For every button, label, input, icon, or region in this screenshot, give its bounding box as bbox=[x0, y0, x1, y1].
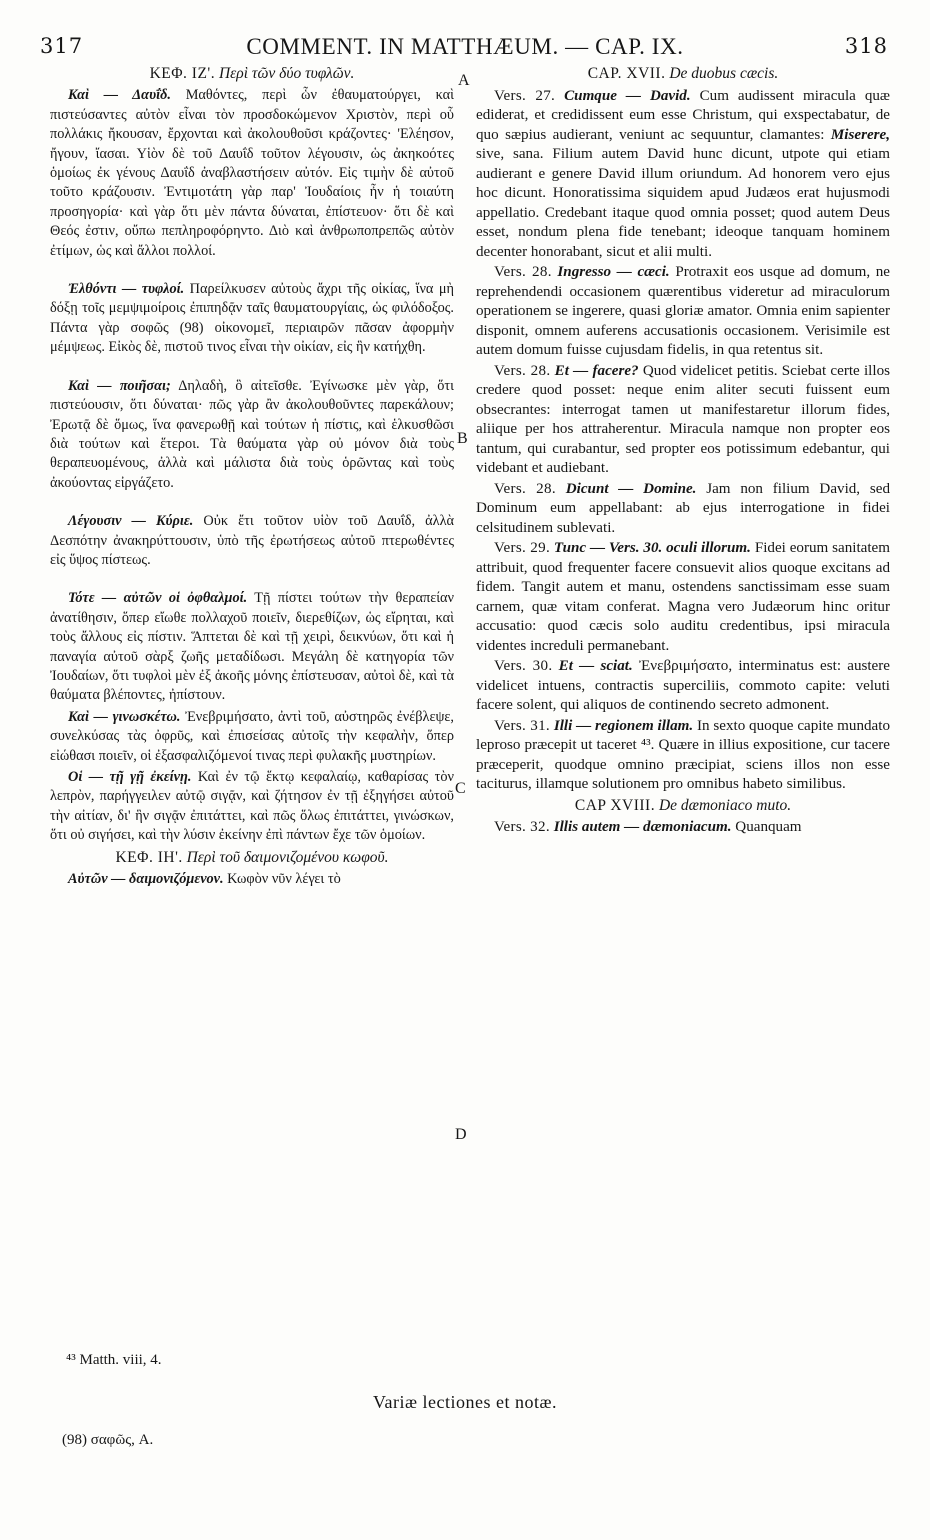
greek-paragraphs bbox=[50, 86, 454, 845]
paragraph-text: Κωφὸν νῦν λέγει τὸ bbox=[223, 871, 341, 888]
chapter-title: De dæmoniaco muto. bbox=[658, 796, 792, 814]
margin-marker-a: A bbox=[458, 72, 470, 89]
paragraph-text: Οὐκ ἔτι τοῦτον υἱὸν τοῦ Δαυΐδ, ἀλλὰ Δεσπότην ἀνακηρύττουσιν, ὑπὸ τῆς ἐρωτήσεως αὐτοῦ πτερωθέντες εἰς ὕψος πίστεως. bbox=[50, 513, 455, 568]
paragraph-text: Μαθόντες, περὶ ὧν ἐθαυματούργει, καὶ πιστεύσαντες αὐτὸν εἶναι τὸν προσδοκώμενον Χριστὸν, περὶ οὗ πολλάκις ἤκουσαν, ἔρχονται καὶ ἀκολουθοῦσι κράζοντες· 'Ελέησον, ἤγουν, ἴασαι. Υἱὸν δὲ τοῦ Δαυΐδ τοῦτον λέγουσιν, ὡς ἀκηκοότες ὁμοίως ἐκ γένους Δαυΐδ ἀναβλαστήσειν αὐτόν. Εἰς τιμὴν δὲ αὐτοῦ τοῦτο κράζουσιν. Ἐντιμοτάτη γὰρ παρ' Ἰουδαίοις ἦν ἡ τοιαύτη προσηγορία· καὶ γὰρ ὅτι μὲν πάντα δύναται, ἐπίστευον· ὅτι δὲ καὶ Θεός ἐστιν, οὔπω πεπληροφόρηντο. Διὸ καὶ ἀνθρωποπρεπῶς αὐτὸν ἐτίμων, ὡς καὶ ἄλλοι πολλοί. bbox=[50, 87, 454, 259]
paragraph-text: Quod videlicet petitis. Sciebat certe illos credere quod posset: neque enim aliter secuti fuissent eum obsecrantes: interrogat tamen ut manifestaretur illorum fides, aliique per hos attraherentur. Miracula namque non propter eos tantum, qui curabantur, sed propter eos potissimum edebantur, qui videbant et audiebant. bbox=[476, 362, 890, 476]
greek-paragraph bbox=[50, 86, 454, 261]
lemma: Ingresso — cæci. bbox=[557, 264, 670, 280]
emphasis: Miserere, bbox=[830, 126, 890, 143]
paragraph-text: Καὶ ἐν τῷ ἕκτῳ κεφαλαίῳ, καθαρίσας τὸν λεπρὸν, παρήγγειλεν αὐτῷ σιγᾷν, καὶ ζήτησον ἐν τῇ ἐξηγήσει αὐτοῦ τὴν αἰτίαν, δι' ἣν σιγᾷν ἐπιτάττει, καὶ πῶς ὅλως ἐπιτάττει, γινώσκων, ὅτι οὐ σιγήσει, καὶ τὴν λύσιν ἐκείνην ἐπὶ πάντων ἔχε τῶν ὁμοίων. bbox=[50, 769, 454, 844]
lemma: Αὐτῶν — δαιμονιζόμενον. bbox=[68, 871, 224, 888]
lemma: Λέγουσιν — Κύριε. bbox=[68, 513, 194, 530]
latin-column bbox=[476, 64, 890, 839]
chapter-tag: CAP XVIII. bbox=[574, 796, 656, 814]
chapter-title: Περὶ τῶν δύο τυφλῶν. bbox=[218, 65, 355, 82]
chapter-heading bbox=[476, 64, 890, 84]
verse-label: Vers. 28. bbox=[494, 264, 552, 280]
paragraph-text: Cum audissent miracula quæ ediderat, et credidissent eum esse Christum, qui exspectabatur, de quo sæpius audierant, veniunt ac sequuntur, clamantes: bbox=[476, 87, 890, 143]
lemma: Dicunt — Domine. bbox=[565, 480, 697, 497]
variae-heading: Variæ lectiones et notæ. bbox=[373, 1392, 557, 1412]
lemma: Οἱ — τῇ γῇ ἐκείνῃ. bbox=[68, 769, 192, 785]
verse-label: Vers. 32. bbox=[494, 819, 550, 835]
running-title: COMMENT. IN MATTHÆUM. — CAP. IX. bbox=[246, 34, 684, 59]
paragraph-text: Quanquam bbox=[731, 819, 802, 835]
greek-column bbox=[50, 64, 454, 908]
paragraph-text: Ἐνεβριμήσατο, ἀντὶ τοῦ, αὐστηρῶς ἐνέβλεψε, συνελκύσας τὰς ὀφρῦς, καὶ ἐπισείσας αὐτοῖς τὴν κεφαλὴν, ὅπερ εἰώθασι ποιεῖν, οἱ ἐξασφαλιζόμενοί τινας περὶ φυλακῆς μυστηρίων. bbox=[50, 708, 454, 764]
chapter-title: De duobus cæcis. bbox=[669, 65, 779, 82]
lemma: Καὶ — ποιῆσαι; bbox=[68, 377, 171, 394]
margin-marker-b: B bbox=[457, 430, 468, 447]
latin-paragraph bbox=[476, 263, 890, 361]
lemma: Καὶ — Δαυΐδ. bbox=[68, 87, 171, 104]
lemma: Ἐλθόντι — τυφλοί. bbox=[68, 281, 185, 298]
greek-paragraph bbox=[50, 589, 454, 705]
chapter-heading bbox=[50, 848, 454, 867]
greek-paragraph bbox=[50, 768, 454, 846]
lemma: Et — sciat. bbox=[558, 658, 633, 674]
chapter-tag: ΚΕΦ. ΙΗ'. bbox=[115, 848, 183, 866]
greek-paragraph bbox=[50, 870, 454, 889]
latin-paragraph bbox=[476, 657, 890, 716]
lemma: Καὶ — γινωσκέτω. bbox=[68, 708, 181, 725]
footnote: ⁴³ Matth. viii, 4. bbox=[66, 1352, 162, 1368]
margin-marker-d: D bbox=[455, 1126, 467, 1143]
lemma: Cumque — David. bbox=[564, 87, 691, 104]
paragraph-text: Δηλαδὴ, ὃ αἰτεῖσθε. Ἐγίνωσκε μὲν γὰρ, ὅτι πιστεύουσιν, ὅτι δύναται· πῶς γὰρ ἂν ἀκολουθοῦντες παρεκάλουν; Ἐρωτᾷ δὲ ὅμως, ἵνα φανερωθῇ καὶ τούτων ἡ πίστις, καὶ ἑλκυσθῶσι διὰ τούτων καὶ ἕτεροι. Τὰ θαύματα γὰρ οὐ μόνον διὰ τοὺς θεραπευομένους, ἀλλὰ καὶ μάλιστα διὰ τοὺς ὁρῶντας καὶ τοὺς ἀκούοντας εἰργάζετο. bbox=[50, 377, 454, 491]
paragraph-text: Jam non filium David, sed Dominum eum appellabant: ab ejus interrogatione in fidei celsitudinem sublevati. bbox=[476, 480, 890, 536]
paragraph-text-tail: sive, sana. Filium autem David hunc dicunt, utpote qui etiam audierant e genere David illum oriundum. Ad honorem vero ejus hoc dicunt. Honoratissima siquidem apud Judæos erat hujusmodi appellatio. Credebant itaque quod omnia posset; quod autem Deus esset, nondum plena fide tenebant; ideoque tanquam hominem decenter honorabant, sicut et alii multi. bbox=[476, 146, 890, 260]
latin-paragraph bbox=[476, 362, 890, 479]
chapter-tag: ΚΕΦ. ΙΖ'. bbox=[149, 65, 216, 82]
lemma: Τότε — αὐτῶν οἱ ὀφθαλμοί. bbox=[68, 590, 248, 607]
latin-paragraph bbox=[476, 539, 890, 656]
margin-marker-c: C bbox=[455, 780, 466, 797]
greek-paragraph bbox=[50, 708, 454, 766]
greek-paragraph bbox=[50, 512, 454, 570]
paragraph-text: In sexto quoque capite mundato leproso præcepit ut taceret ⁴³. Quære in illius expositione, cur tacere præceperit, quodque omnino præcipiat, sciens illos non esse taciturus, illamque solutionem pro omnibus habeto similibus. bbox=[476, 717, 890, 792]
verse-label: Vers. 28. bbox=[494, 362, 551, 379]
page-number-right: 318 bbox=[844, 34, 888, 58]
verse-label: Vers. 29. bbox=[494, 540, 551, 556]
paragraph-text: Protraxit eos usque ad domum, ne reprehendendi occasionem quærentibus videretur ad miraculorum operationem se ingerere, quasi gloriæ amator. Omnia enim sapienter disponit, omnem auferens accusationis occasionem. Verisimile est autem domum fuisse cujusdam fidelis, in qua retentus sit. bbox=[476, 264, 890, 358]
lemma: Et — facere? bbox=[554, 362, 639, 379]
variant-note: (98) σαφῶς, A. bbox=[62, 1432, 154, 1448]
chapter-title: Περὶ τοῦ δαιμονιζομένου κωφοῦ. bbox=[186, 848, 389, 866]
latin-paragraph bbox=[476, 717, 890, 795]
verse-label: Vers. 28. bbox=[494, 480, 556, 497]
greek-paragraph bbox=[50, 377, 454, 493]
paragraph-text: Fidei eorum sanitatem attribuit, quod frequenter facere consuevit alios quoque excitans ad fidem. Tangit autem et manu, ostendens sanctissimam esse suam carnem, quæ vitam conferat. Magna vero Judæorum hinc oritur accusatio: quod cæcis solo auditu credentibus, ipsi miracula videntes increduli permanebant. bbox=[476, 540, 890, 654]
latin-paragraph bbox=[476, 87, 890, 263]
page-number-left: 317 bbox=[40, 34, 84, 58]
verse-label: Vers. 27. bbox=[494, 87, 556, 104]
lemma: Tunc — Vers. 30. oculi illorum. bbox=[553, 540, 751, 556]
latin-paragraph bbox=[476, 480, 890, 539]
chapter-tag: CAP. XVII. bbox=[587, 65, 666, 82]
paragraph-text: Ἐνεβριμήσατο, interminatus est: austere videlicet intuens, contractis superciliis, commoto capite: veluti facere solent, qui aliquos de continendo secreto admonent. bbox=[476, 658, 890, 713]
page-header bbox=[0, 34, 930, 64]
latin-paragraph bbox=[476, 818, 890, 838]
paragraph-text: Τῇ πίστει τούτων τὴν θεραπείαν ἀνατίθησιν, ὅπερ εἴωθε πολλαχοῦ ποιεῖν, διερεθίζων, ὡς εἴρηται, καὶ τοὺς ἄλλους εἰς πίστιν. Ἅπτεται δὲ καὶ τῇ χειρὶ, δεικνύων, ὅτι καὶ ἡ παναγία αὐτοῦ σὰρξ ζωῆς μεταδίδωσι. Μεγάλη δὲ κατηγορία τῶν Ἰουδαίων, ὅτι τυφλοὶ μὲν ἐξ ἀκοῆς μόνης ἐπίστευσαν, αὐτοὶ δὲ, καὶ τὰ θαύματα βλέποντες, ἠπίστουν. bbox=[50, 590, 454, 704]
latin-paragraphs bbox=[476, 87, 890, 795]
chapter-heading bbox=[476, 796, 890, 816]
verse-label: Vers. 31. bbox=[494, 717, 550, 734]
paragraph-text: Παρείλκυσεν αὐτοὺς ἄχρι τῆς οἰκίας, ἵνα μὴ δόξῃ τοῖς μεμψιμοίροις ἐπιπηδᾷν ταῖς θαυματουργίαις, ὡς φιλόδοξος. Πάντα γὰρ σοφῶς (98) οἰκονομεῖ, περιαιρῶν πᾶσαν ἀφορμὴν μέμψεως. Εἰκὸς δὲ, πιστοῦ τινος εἶναι τὴν οἰκίαν, εἰς ἣν κατήχθη. bbox=[50, 281, 455, 356]
lemma: Illis autem — dæmoniacum. bbox=[553, 819, 732, 835]
greek-paragraph bbox=[50, 280, 454, 358]
chapter-heading bbox=[50, 64, 454, 83]
verse-label: Vers. 30. bbox=[494, 658, 553, 674]
lemma: Illi — regionem illam. bbox=[553, 717, 694, 734]
